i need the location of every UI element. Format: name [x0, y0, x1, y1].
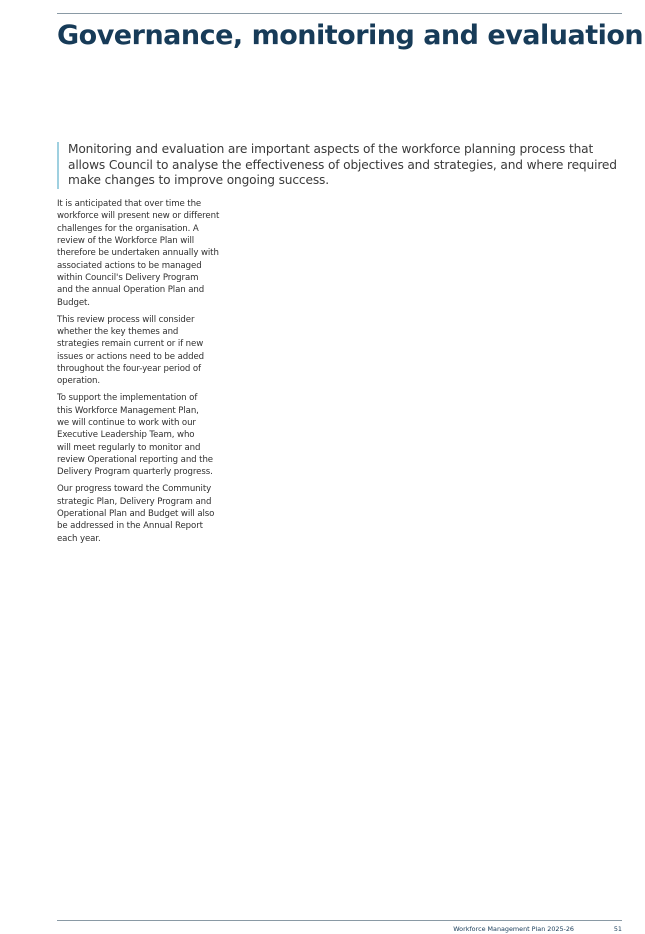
body-line: challenges for the organisation. A: [57, 223, 199, 234]
footer-rule: [57, 920, 622, 921]
body-line: Our progress toward the Community: [57, 484, 212, 495]
body-line: strategic Plan, Delivery Program and: [57, 496, 212, 507]
body-line: issues or actions need to be added: [57, 351, 205, 362]
body-line: whether the key themes and: [57, 327, 179, 338]
body-line: Budget.: [57, 297, 90, 308]
page-title: Governance, monitoring and evaluation: [57, 20, 644, 51]
body-line: operation.: [57, 376, 100, 387]
body-line: It is anticipated that over time the: [57, 199, 202, 209]
body-line: throughout the four-year period of: [57, 364, 201, 375]
body-line: Executive Leadership Team, who: [57, 430, 195, 441]
body-line: will meet regularly to monitor and: [57, 442, 201, 453]
body-paragraph: [57, 198, 257, 309]
body-line: this Workforce Management Plan,: [57, 405, 199, 416]
pull-quote-line: Monitoring and evaluation are important aspects of the workforce planning process that: [68, 142, 594, 156]
body-line: This review process will consider: [57, 314, 195, 325]
body-line: To support the implementation of: [57, 393, 198, 404]
body-line: Operational Plan and Budget will also: [57, 509, 215, 520]
footer-document-name: Workforce Management Plan 2025-26: [453, 925, 574, 933]
body-line: Delivery Program quarterly progress.: [57, 467, 213, 478]
body-column: [57, 198, 257, 550]
body-line: we will continue to work with our: [57, 418, 196, 429]
body-line: review Operational reporting and the: [57, 455, 213, 466]
pull-quote-line: allows Council to analyse the effectiveness of objectives and strategies, and where required: [68, 157, 617, 172]
body-line: be addressed in the Annual Report: [57, 521, 203, 532]
body-line: associated actions to be managed: [57, 260, 202, 271]
body-line: strategies remain current or if new: [57, 339, 204, 350]
body-line: therefore be undertaken annually with: [57, 248, 219, 259]
body-line: workforce will present new or different: [57, 211, 220, 222]
body-line: review of the Workforce Plan will: [57, 236, 195, 247]
body-paragraph: [57, 392, 257, 478]
body-paragraph: [57, 483, 257, 545]
body-line: within Council's Delivery Program: [57, 273, 199, 284]
header-rule: [57, 13, 622, 14]
pull-quote: [57, 142, 638, 189]
pull-quote-line: make changes to improve ongoing success.: [68, 173, 329, 187]
body-line: and the annual Operation Plan and: [57, 285, 205, 296]
footer-page-number: 51: [613, 925, 622, 933]
body-paragraph: [57, 314, 257, 388]
body-line: each year.: [57, 533, 101, 544]
